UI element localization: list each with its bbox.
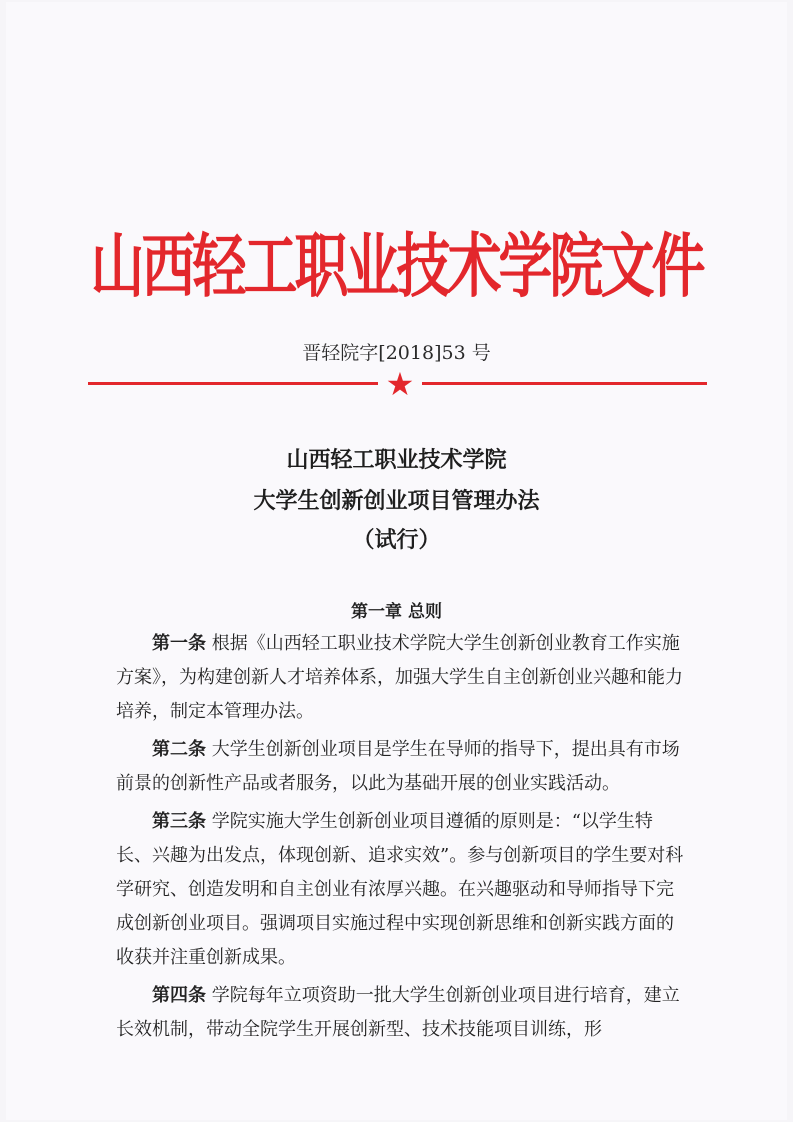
- title-line-1: 山西轻工职业技术学院: [286, 448, 507, 473]
- title-line-2: 大学生创新创业项目管理办法: [253, 489, 540, 514]
- article-text: 根据《山西轻工职业技术学院大学生创新创业教育工作实施方案》，为构建创新人才培养体系，加强大学生自主创新创业兴趣和能力培养，制定本管理办法。: [116, 633, 683, 722]
- article-3: [116, 805, 686, 975]
- article-label: 第三条: [152, 811, 206, 832]
- article-text: 学院实施大学生创新创业项目遵循的原则是：“以学生特长、兴趣为出发点，体现创新、追求实效”。参与创新项目的学生要对科学研究、创造发明和自主创业有浓厚兴趣。在兴趣驱动和导师指导下完成创新创业项目。强调项目实施过程中实现创新思维和创新实践方面的收获并注重创新成果。: [116, 811, 684, 968]
- article-1: [116, 627, 686, 729]
- article-text: 学院每年立项资助一批大学生创新创业项目进行培育，建立长效机制，带动全院学生开展创新型、技术技能项目训练，形: [116, 985, 680, 1040]
- title-line-3: （试行）: [352, 528, 441, 553]
- chapter-heading: 第一章 总则: [351, 602, 442, 622]
- body-text: [116, 627, 686, 1051]
- article-2: [116, 733, 686, 801]
- article-label: 第四条: [152, 985, 206, 1006]
- masthead-title: 山西轻工职业技术学院文件: [90, 226, 703, 307]
- article-4: [116, 979, 686, 1047]
- red-rule-right: [422, 382, 707, 385]
- red-rule-left: [88, 382, 378, 385]
- article-label: 第二条: [152, 739, 206, 760]
- article-label: 第一条: [152, 633, 206, 654]
- document-number: 晋轻院字[2018]53 号: [302, 342, 491, 364]
- article-text: 大学生创新创业项目是学生在导师的指导下，提出具有市场前景的创新性产品或者服务，以此为基础开展的创业实践活动。: [116, 739, 680, 794]
- red-star-icon: ★: [385, 365, 415, 403]
